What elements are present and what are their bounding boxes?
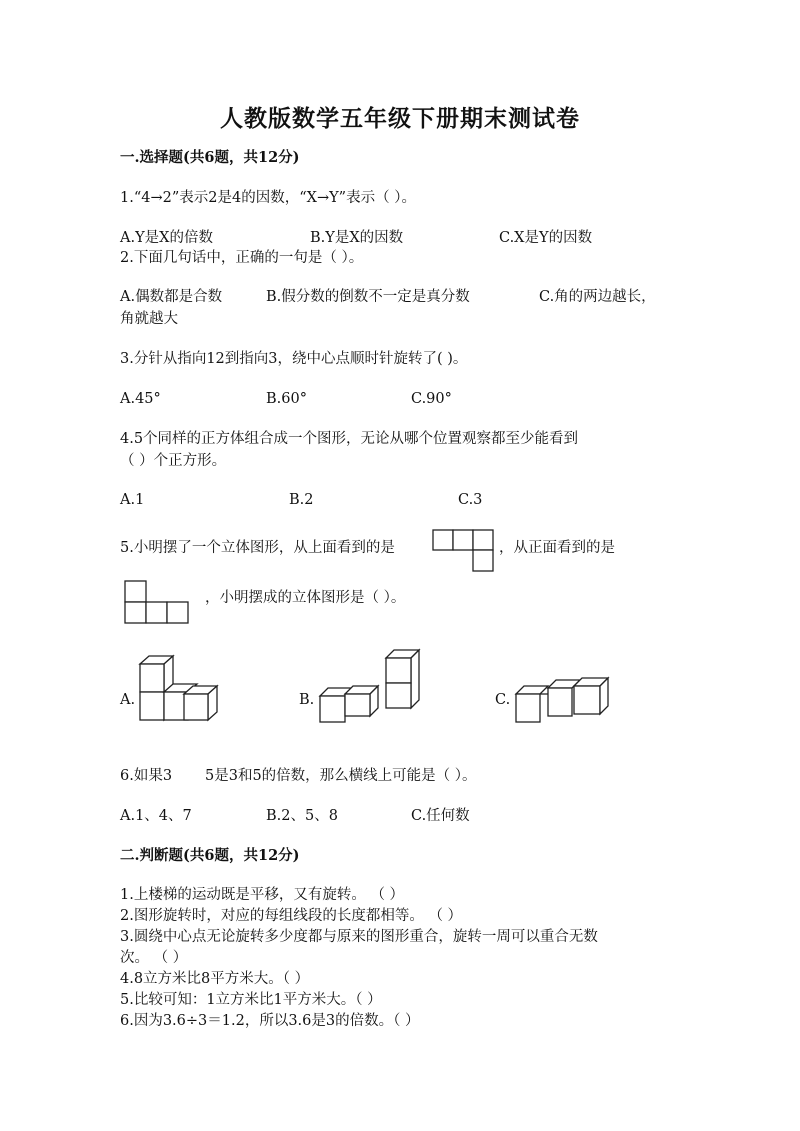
question-1-text: 1.“4→2”表示2是4的因数，“X→Y”表示（ ）。 <box>120 190 416 206</box>
judgment-item-4: 4.8立方米比8平方米大。（ ） <box>120 971 310 987</box>
question-5-text-part-3: ，小明摆成的立体图形是（ ）。 <box>205 590 406 606</box>
question-3-option-c: C.90° <box>411 391 452 407</box>
question-1-option-c: C.X是Y的因数 <box>499 230 593 246</box>
question-6-option-c: C.任何数 <box>411 808 470 824</box>
judgment-item-1: 1.上楼梯的运动既是平移，又有旋转。 （ ） <box>120 887 405 903</box>
question-2-text: 2.下面几句话中，正确的一句是（ ）。 <box>120 250 364 266</box>
judgment-item-2: 2.图形旋转时，对应的每组线段的长度都相等。 （ ） <box>120 908 463 924</box>
section-heading-true-false: 二.判断题(共6题，共12分) <box>120 847 300 864</box>
question-4-option-b: B.2 <box>289 492 314 508</box>
question-5-text-part-2: ，从正面看到的是 <box>499 540 615 556</box>
question-4-text-continued: （ ）个正方形。 <box>120 453 227 469</box>
question-6-option-a: A.1、4、7 <box>120 808 192 824</box>
question-3-option-b: B.60° <box>266 391 307 407</box>
judgment-item-5: 5.比较可知：1立方米比1平方米大。（ ） <box>120 992 382 1008</box>
question-3-option-a: A.45° <box>120 391 161 407</box>
question-4-option-a: A.1 <box>120 492 145 508</box>
judgment-item-6: 6.因为3.6÷3＝1.2，所以3.6是3的倍数。（ ） <box>120 1013 420 1029</box>
front-view-figure <box>125 581 191 626</box>
judgment-item-3-continued: 次。 （ ） <box>120 950 188 966</box>
option-b-cubes-figure <box>318 648 424 726</box>
question-2-option-c-continued: 角就越大 <box>120 311 178 327</box>
question-4-option-c: C.3 <box>458 492 483 508</box>
page-title: 人教版数学五年级下册期末测试卷 <box>220 105 580 132</box>
question-4-text: 4.5个同样的正方体组合成一个图形，无论从哪个位置观察都至少能看到 <box>120 431 579 447</box>
question-3-text: 3.分针从指向12到指向3，绕中心点顺时针旋转了( )。 <box>120 351 468 367</box>
question-5-option-a: A. <box>120 692 136 708</box>
question-6-text-part-1: 6.如果3 <box>120 768 173 784</box>
question-1-option-a: A.Y是X的倍数 <box>120 230 213 246</box>
question-2-option-b: B.假分数的倒数不一定是真分数 <box>266 289 470 305</box>
question-5-option-c: C. <box>495 692 511 708</box>
section-heading-choice: 一.选择题(共6题，共12分) <box>120 149 300 166</box>
question-1-option-b: B.Y是X的因数 <box>310 230 404 246</box>
question-6-option-b: B.2、5、8 <box>266 808 338 824</box>
question-2-option-c: C.角的两边越长， <box>539 289 656 305</box>
judgment-item-3: 3.圆绕中心点无论旋转多少度都与原来的图形重合，旋转一周可以重合无数 <box>120 929 598 945</box>
top-view-figure <box>433 530 495 575</box>
question-5-option-b: B. <box>299 692 315 708</box>
option-c-cubes-figure <box>514 672 620 728</box>
option-a-cubes-figure <box>138 654 228 726</box>
question-5-text-part-1: 5.小明摆了一个立体图形，从上面看到的是 <box>120 540 395 556</box>
question-2-option-a: A.偶数都是合数 <box>120 289 223 305</box>
question-6-text-part-2: 5是3和5的倍数，那么横线上可能是（ ）。 <box>205 768 477 784</box>
